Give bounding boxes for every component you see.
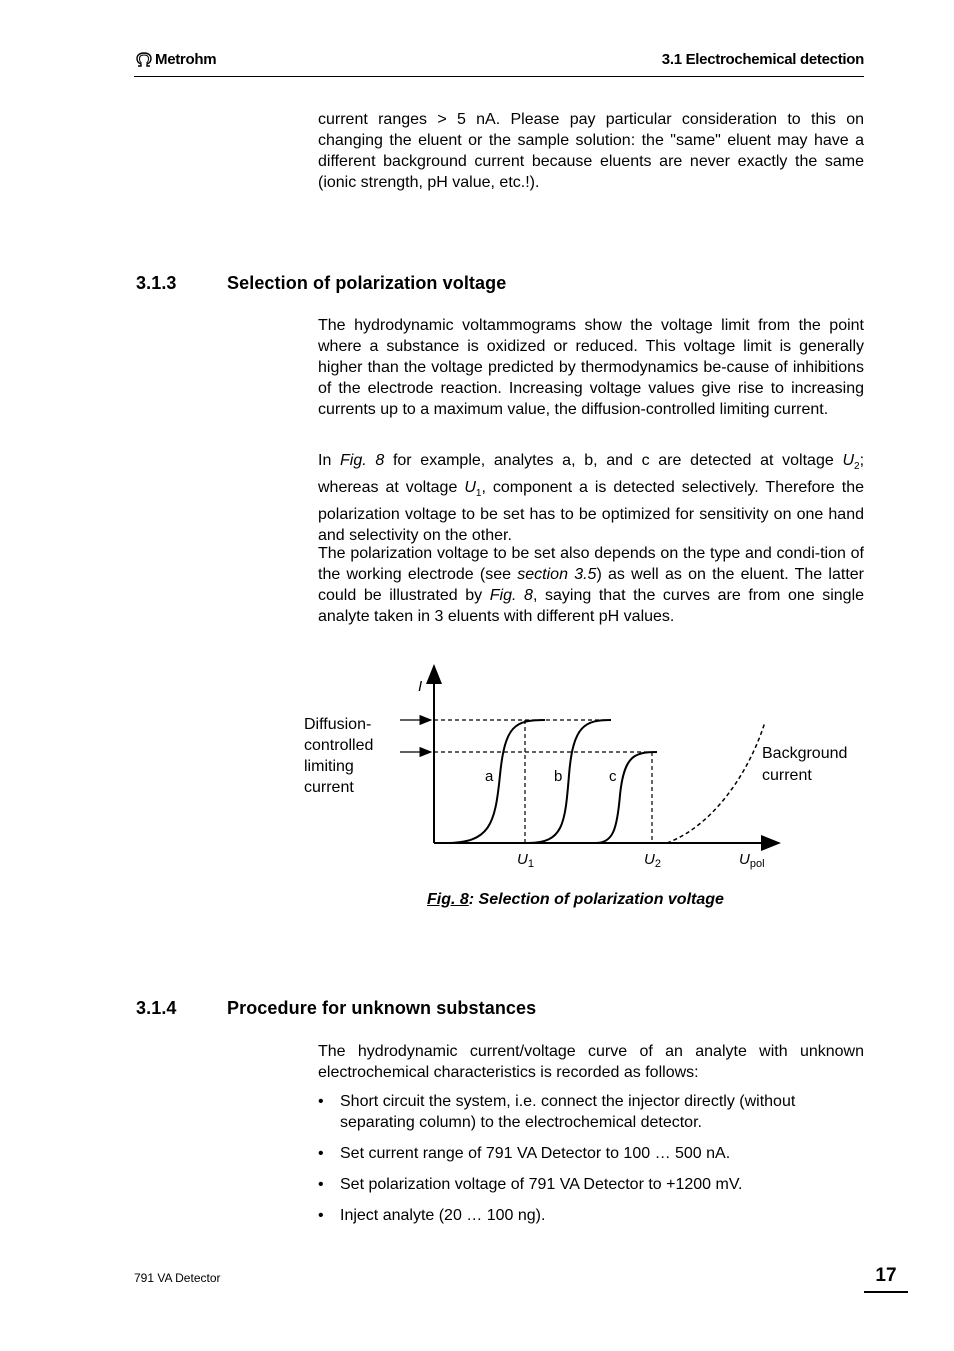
list-item: • Set current range of 791 VA Detector to 100 … 500 nA. [318, 1145, 731, 1162]
brand-logo [135, 51, 216, 68]
footer-rule [864, 1291, 908, 1293]
curve-label-b: b [554, 768, 563, 785]
intro-paragraph: current ranges > 5 nA. Please pay particular consideration to this on changing the eluent or the sample solution: the "same" eluent may have a different background current because eluents are never exactly the same (ionic strength, pH value, etc.!). [318, 111, 864, 191]
figure-reference: Fig. 8 [489, 587, 533, 604]
section-number: 3.1.3 [136, 273, 177, 293]
figure-reference: Fig. 8 [340, 452, 385, 469]
list-item: • Set polarization voltage of 791 VA Detector to +1200 mV. [318, 1176, 743, 1193]
running-header-title: 3.1 Electrochemical detection [661, 51, 864, 68]
list-item: • Inject analyte (20 … 100 ng). [318, 1207, 546, 1224]
bullet-icon: • [318, 1093, 324, 1110]
x-axis-label: $U_{pol}$ [739, 851, 765, 870]
figure-caption: Fig. 8: Selection of polarization voltage [427, 891, 724, 908]
list-item: • Short circuit the system, i.e. connect the injector directly (without separating column) to the electrochemical detector. [318, 1093, 796, 1131]
curve-label-c: c [609, 768, 617, 785]
section-title: Selection of polarization voltage [227, 273, 507, 293]
section-reference: section 3.5 [517, 566, 597, 583]
bullet-icon: • [318, 1145, 324, 1162]
bullet-icon: • [318, 1207, 324, 1224]
paragraph-unknown-curve: The hydrodynamic current/voltage curve of an analyte with unknown electrochemical characteristics is recorded as follows: [318, 1043, 864, 1081]
bullet-icon: • [318, 1176, 324, 1193]
section-title: Procedure for unknown substances [227, 998, 537, 1018]
section-number: 3.1.4 [136, 998, 177, 1018]
curve-c [595, 752, 657, 843]
metrohm-omega-icon [135, 52, 153, 68]
paragraph-fig8-example: In Fig. 8 for example, analytes a, b, and c are detected at voltage $U_2$; whereas at voltage $U_1$, component a is detected selectively. Therefore the polarization voltage to be set has to be optimized for sensitivity on one hand and selectivity on the other. [318, 452, 865, 545]
curve-label-a: a [485, 768, 494, 785]
section-heading-314 [136, 998, 536, 1019]
header-rule [134, 76, 864, 77]
footer-product: 791 VA Detector [134, 1271, 221, 1285]
section-heading-313 [136, 273, 506, 294]
curve-a [445, 720, 545, 843]
paragraph-electrode-condition: The polarization voltage to be set also depends on the type and condi-tion of the working electrode (see section 3.5) as well as on the eluent. The latter could be illustrated by Fig. 8, saying that the curves are from one single analyte taken in 3 eluents with different pH values. [318, 545, 865, 625]
x-tick-u2: $U_2$ [644, 851, 661, 870]
paragraph-voltammograms: The hydrodynamic voltammograms show the voltage limit from the point where a substance is oxidized or reduced. This voltage limit is generally higher than the voltage predicted by thermodynamics be-cause of inhibitions of the electrode reaction. Increasing voltage values give rise to increasing currents up to a maximum value, the diffusion-controlled limiting current. [318, 317, 864, 418]
background-current-curve [667, 722, 765, 843]
diffusion-label: Diffusion- controlled limiting current [304, 716, 374, 796]
page-number: 17 [875, 1265, 897, 1286]
curve-b [528, 720, 611, 843]
procedure-list [318, 1091, 864, 1236]
y-axis-label: I [418, 678, 423, 695]
figure-caption-ref: Fig. 8 [427, 891, 469, 908]
background-current-label: Background current [762, 745, 848, 784]
x-tick-u1: $U_1$ [517, 851, 534, 870]
brand-name: Metrohm [155, 51, 217, 68]
voltammogram-figure [295, 660, 848, 880]
